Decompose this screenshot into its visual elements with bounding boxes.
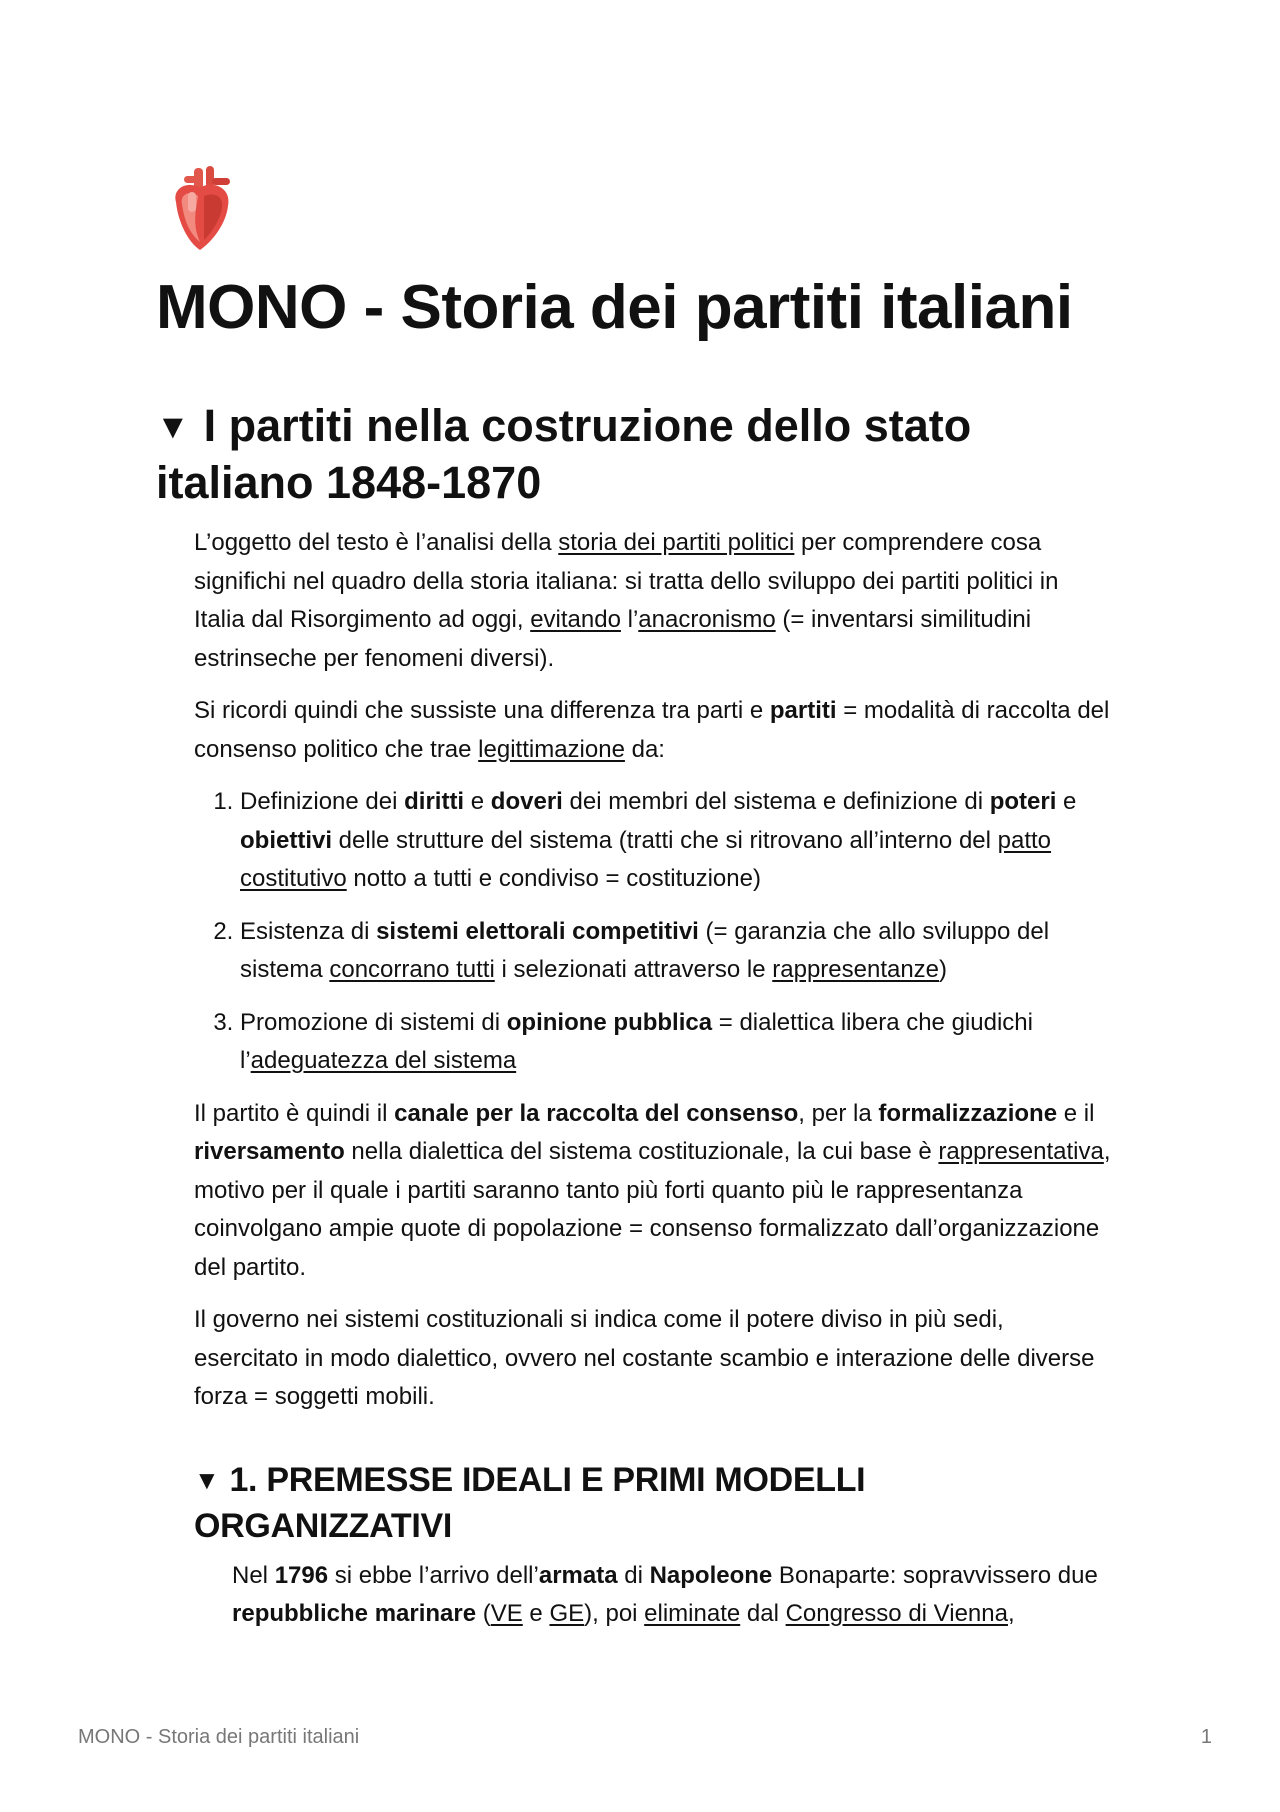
paragraph-differenza: Si ricordi quindi che sussiste una differenza tra parti e partiti = modalità di raccolta del consenso politico che trae legittimazione da:	[194, 697, 1110, 763]
section-heading-premesse[interactable]	[194, 1457, 1114, 1549]
underlined-text: evitando	[530, 606, 621, 633]
section-heading-partiti[interactable]	[156, 398, 1116, 511]
page-number: 1	[1200, 1726, 1212, 1748]
list-item: 3. Promozione di sistemi di opinione pubblica = dialettica libera che giudichi l’adeguatezza del sistema	[240, 1004, 1114, 1081]
underlined-text: rappresentativa	[938, 1138, 1104, 1165]
underlined-text: patto costitutivo	[240, 826, 1052, 892]
underlined-text: rappresentanze	[772, 956, 940, 983]
paragraph-napoleone: Nel 1796 si ebbe l’arrivo dell’armata di Napoleone Bonaparte: sopravvissero due repubbliche marinare (VE e GE), poi eliminate dal Congresso di Vienna,	[232, 1561, 1098, 1627]
paragraph-partito: Il partito è quindi il canale per la raccolta del consenso, per la formalizzazione e il riversamento nella dialettica del sistema costituzionale, la cui base è rappresentativa, motivo per il quale i partiti saranno tanto più forti quanto più le rappresentanza coinvolgano ampie quote di popolazione = consenso formalizzato dall’organizzazione del partito.	[194, 1099, 1111, 1281]
underlined-text: legittimazione	[478, 735, 625, 763]
underlined-text: anacronismo	[638, 606, 776, 633]
underlined-text: adeguatezza del sistema	[250, 1047, 517, 1074]
underlined-text: VE	[490, 1600, 523, 1627]
paragraph-governo: Il governo nei sistemi costituzionali si indica come il potere diviso in più sedi, esercitato in modo dialettico, ovvero nel costante scambio e interazione delle diverse forza = soggetti mobili.	[194, 1306, 1095, 1410]
underlined-text: GE	[549, 1600, 585, 1627]
list-item: 2. Esistenza di sistemi elettorali competitivi (= garanzia che allo sviluppo del sistema concorrano tutti i selezionati attraverso le rappresentanze)	[240, 913, 1114, 990]
underlined-text: Congresso di Vienna	[785, 1600, 1008, 1627]
toggle-triangle-icon[interactable]: ▼	[156, 408, 190, 446]
paragraph-oggetto: L’oggetto del testo è l’analisi della storia dei partiti politici per comprendere cosa significhi nel quadro della storia italiana: si tratta dello sviluppo dei partiti politici in Italia dal Risorgimento ad oggi, evitando l’anacronismo (= inventarsi similitudini estrinseche per fenomeni diversi).	[194, 529, 1059, 672]
list-item: 1. Definizione dei diritti e doveri dei membri del sistema e definizione di poteri e obiettivi delle strutture del sistema (tratti che si ritrovano all’interno del patto costitutivo notto a tutti e condiviso = costituzione)	[240, 783, 1114, 899]
section-body	[194, 524, 1114, 1648]
underlined-text: eliminate	[644, 1600, 741, 1627]
toggle-triangle-icon[interactable]: ▼	[194, 1464, 220, 1495]
anatomical-heart-icon	[166, 166, 238, 252]
page-title: MONO - Storia dei partiti italiani	[156, 273, 1073, 342]
section-heading-text: 1. PREMESSE IDEALI E PRIMI MODELLI ORGANIZZATIVI	[194, 1460, 866, 1545]
numbered-list	[194, 783, 1114, 1081]
underlined-text: concorrano tutti	[329, 956, 495, 983]
subsection-body	[194, 1557, 1114, 1634]
section-heading-text: I partiti nella costruzione dello stato italiano 1848-1870	[156, 400, 972, 508]
underlined-text: storia dei partiti politici	[558, 529, 795, 556]
footer-title: MONO - Storia dei partiti italiani	[78, 1726, 360, 1748]
